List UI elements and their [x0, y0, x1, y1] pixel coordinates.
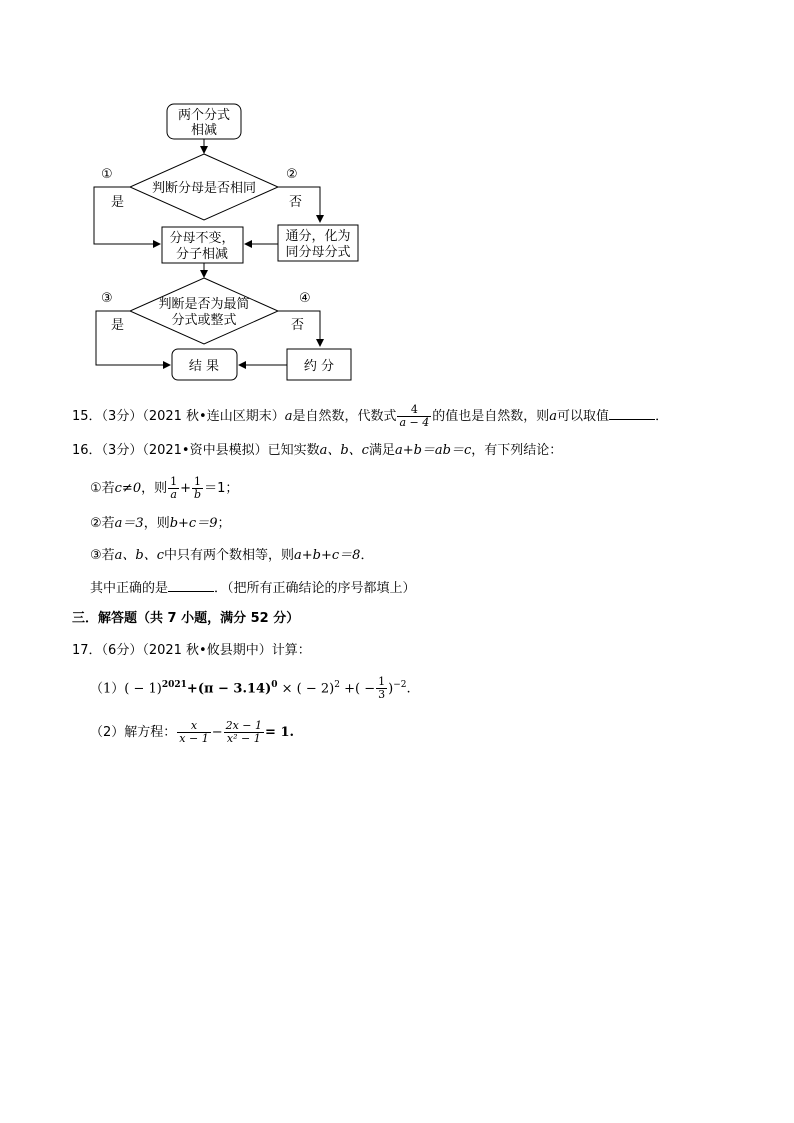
start-line-1: 两个分式	[177, 108, 231, 123]
q15-mid: 是自然数，代数式	[292, 409, 397, 424]
decision-1-text: 判断分母是否相同	[151, 181, 257, 196]
q15-var-a: a	[284, 409, 293, 424]
no-label-1: 否	[289, 195, 303, 210]
c1-f1-den: a	[170, 488, 177, 501]
p1-frac	[376, 676, 387, 701]
q16-answer	[90, 579, 416, 598]
question-17: 17．（6分）（2021 秋•攸县期中）计算：	[72, 643, 311, 658]
p1-d: +( −	[339, 681, 376, 697]
process-same-line-2: 分子相减	[175, 247, 229, 262]
p1-e-exp: −2	[393, 680, 407, 690]
p2-end: = 1.	[265, 725, 295, 740]
p2-label: （2）解方程：	[90, 725, 177, 740]
start-line-2: 相减	[190, 123, 218, 138]
c2-res: b+c＝9	[169, 516, 218, 531]
yes-label-1: 是	[111, 195, 125, 210]
c2-end: ；	[217, 516, 231, 531]
process-diff-line-1: 通分，化为	[285, 229, 351, 244]
c1-f2-den: b	[194, 488, 202, 501]
c3-res: a+b+c＝8	[294, 548, 361, 563]
q15-var-a-2: a	[549, 409, 558, 424]
c2-cond: a＝3	[114, 516, 144, 531]
c1-then: ，则	[141, 481, 168, 496]
p1-a-exp: 2021	[161, 680, 187, 690]
q16-conclusion-3	[90, 547, 373, 565]
process-diff-line-2: 同分母分式	[285, 245, 351, 260]
mark-2: ②	[286, 167, 298, 182]
c1-f1-num: 1	[170, 475, 178, 488]
q16-tail: ，有下列结论：	[471, 443, 563, 458]
c3-vars: a、b、c	[114, 548, 165, 563]
c1-plus: +	[180, 481, 192, 496]
q16-mid: 满足	[368, 443, 395, 458]
q15-lead: 15．（3分）（2021 秋•连山区期末）	[72, 409, 285, 424]
fraction-subtraction-flowchart	[0, 0, 794, 400]
q16-answer-tail: ．（把所有正确结论的序号都填上）	[214, 581, 416, 596]
q17-part-1	[90, 676, 411, 701]
q15-end: ．	[655, 409, 669, 424]
q15-frac-num: 4	[397, 404, 431, 417]
q16-conclusion-1	[90, 476, 238, 501]
p1-frac-num: 1	[378, 675, 386, 689]
p2-frac-1	[177, 720, 210, 745]
decision-2-line-2: 分式或整式	[171, 313, 237, 328]
section-3-heading: 三．解答题（共 7 小题，满分 52 分）	[72, 611, 300, 626]
c2-then: ，则	[143, 516, 170, 531]
mark-3: ③	[101, 291, 113, 306]
p1-e: )	[388, 681, 394, 697]
yes-label-2: 是	[111, 318, 125, 333]
c1-cond: c≠0	[114, 481, 142, 496]
c1-f2-num: 1	[192, 476, 203, 489]
c1-pre: ①若	[90, 481, 115, 496]
q15-tail2: 可以取值	[557, 409, 610, 424]
q15-answer-blank[interactable]	[609, 407, 655, 420]
c1-frac-1	[168, 476, 179, 501]
p2-f1-num: x	[177, 720, 210, 733]
p1-b-exp: 0	[271, 680, 278, 690]
p2-frac-2	[224, 720, 264, 745]
result-text: 结 果	[188, 359, 220, 374]
q16-lead: 16．（3分）（2021•资中县模拟）已知实数	[72, 443, 320, 458]
question-16	[72, 442, 562, 460]
p1-label: （1）	[90, 681, 125, 697]
c3-pre: ③若	[90, 548, 115, 563]
q16-cond: a+b＝ab＝c	[394, 443, 472, 458]
reduce-text: 约 分	[303, 359, 335, 374]
p2-f2-num: 2x − 1	[225, 719, 263, 732]
q15-fraction	[397, 404, 431, 429]
q16-vars: a、b、c	[319, 443, 369, 458]
c3-end: ．	[360, 548, 374, 563]
q16-answer-pre: 其中正确的是	[90, 581, 169, 596]
p1-c: × ( − 2)	[277, 681, 335, 697]
c2-pre: ②若	[90, 516, 115, 531]
decision-2-line-1: 判断是否为最简	[158, 297, 250, 312]
p1-c-exp: 2	[334, 680, 340, 690]
c1-end: ＝1；	[204, 481, 239, 496]
q17-part-2	[90, 720, 294, 745]
c3-mid: 中只有两个数相等，则	[164, 548, 295, 563]
p2-minus: −	[211, 725, 223, 740]
mark-4: ④	[299, 291, 311, 306]
c1-frac-2	[192, 476, 203, 501]
q15-tail1: 的值也是自然数，则	[432, 409, 550, 424]
no-label-2: 否	[291, 318, 305, 333]
p1-b: +(π − 3.14)	[186, 681, 272, 697]
question-15	[72, 404, 668, 429]
q16-conclusion-2	[90, 515, 231, 533]
p2-f2-den: x² − 1	[226, 732, 261, 745]
p1-a: ( − 1)	[124, 681, 162, 697]
process-same-line-1: 分母不变，	[169, 231, 235, 246]
q15-frac-den: a − 4	[399, 416, 430, 429]
p1-frac-den: 3	[378, 688, 386, 702]
p1-end: .	[406, 681, 411, 697]
p2-f1-den: x − 1	[179, 732, 209, 745]
q16-answer-blank[interactable]	[168, 579, 214, 592]
mark-1: ①	[101, 167, 113, 182]
